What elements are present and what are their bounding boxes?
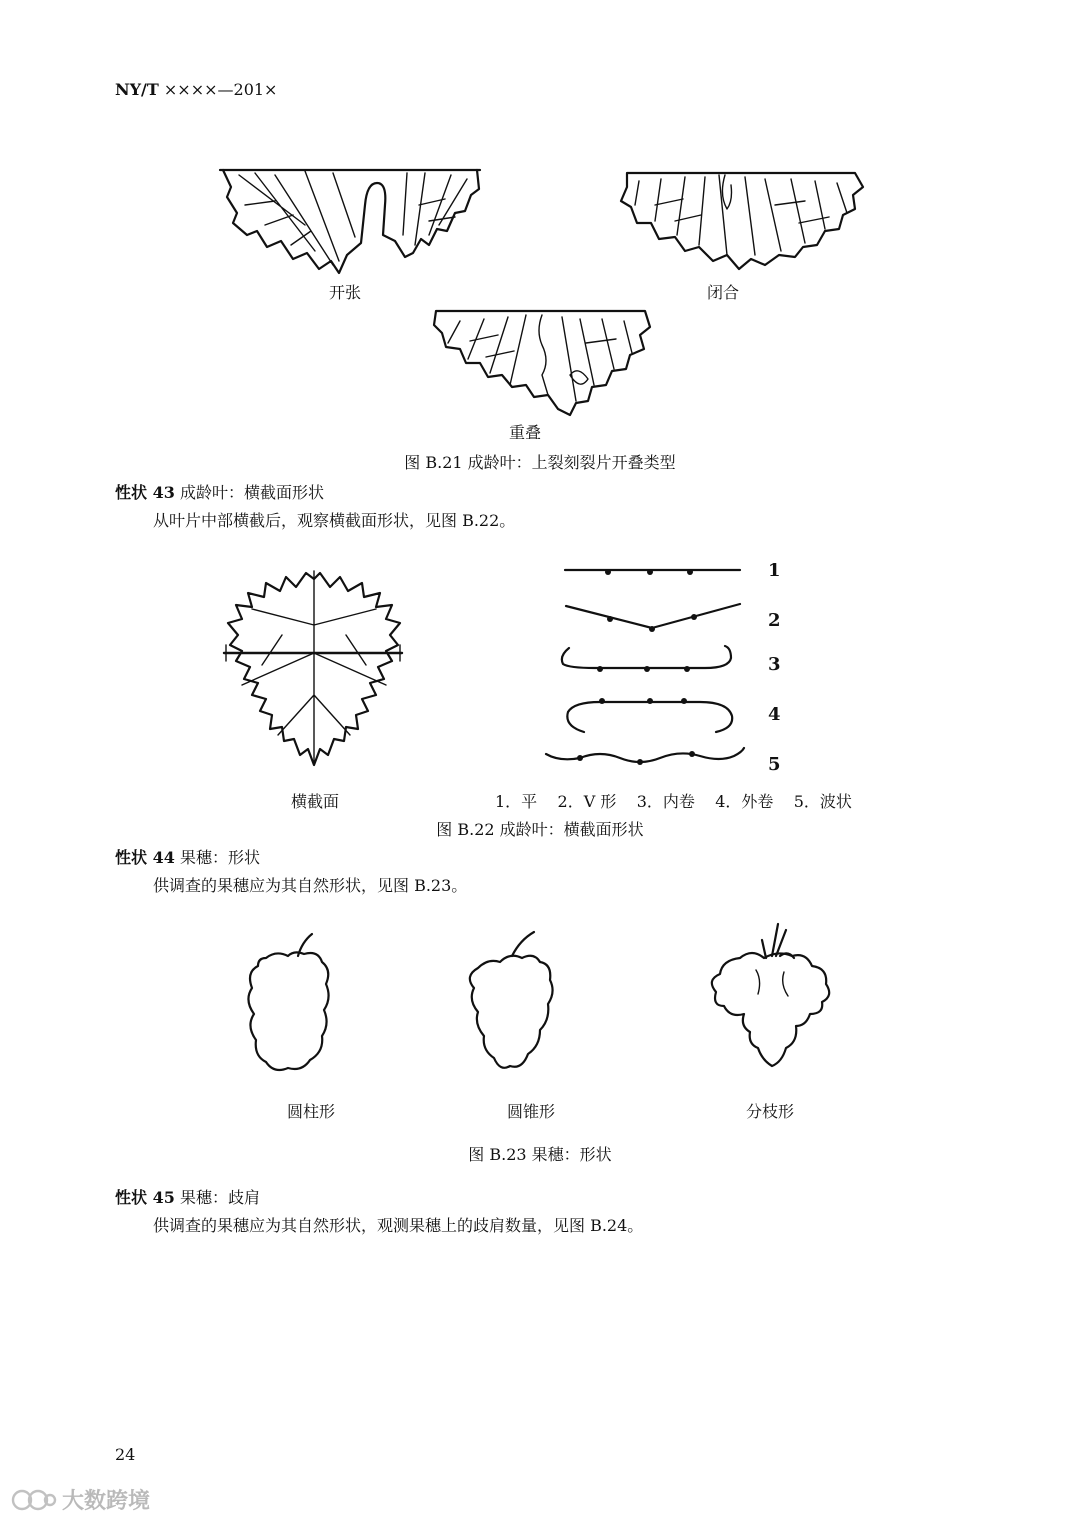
figure-b23-label-conical: 圆锥形: [506, 1102, 555, 1121]
watermark-logo-icon: [10, 1487, 58, 1513]
section-number-2: 2: [768, 610, 781, 631]
trait-45-body: 供调查的果穗应为其自然形状，观测果穗上的歧肩数量，见图 B.24。: [153, 1216, 644, 1235]
cluster-conical-illustration: [460, 928, 560, 1078]
cross-section-flat: [560, 560, 750, 584]
cross-section-outward-roll: [558, 694, 748, 740]
standard-code: NY/T: [115, 80, 159, 99]
standard-number: ××××—201×: [163, 80, 278, 99]
figure-b23-label-branched: 分枝形: [745, 1102, 794, 1121]
trait-45-title: 果穗：歧肩: [179, 1188, 260, 1207]
section-number-1: 1: [768, 560, 781, 581]
watermark-text: 大数跨境: [62, 1489, 151, 1514]
trait-45-number: 性状 45: [115, 1188, 175, 1207]
trait-45-heading: [115, 1188, 260, 1208]
section-number-4: 4: [768, 704, 781, 725]
cluster-branched-illustration: [700, 910, 840, 1080]
figure-b21-label-open: 开张: [328, 283, 361, 302]
trait-43-number: 性状 43: [115, 483, 175, 502]
section-number-5: 5: [768, 754, 781, 775]
figure-b22-legend: 1．平 2．V 形 3．内卷 4．外卷 5．波状: [495, 792, 852, 811]
cross-section-inward-roll: [555, 642, 745, 678]
trait-44-number: 性状 44: [115, 848, 175, 867]
trait-43-body: 从叶片中部横截后，观察横截面形状，见图 B.22。: [153, 511, 516, 530]
leaf-overlap-illustration: [430, 305, 655, 420]
leaf-closed-illustration: [615, 165, 870, 280]
watermark: [10, 1484, 150, 1515]
trait-43-title: 成龄叶：横截面形状: [179, 483, 324, 502]
cluster-cylindrical-illustration: [240, 928, 340, 1078]
cross-section-v-shape: [560, 598, 750, 638]
trait-43-heading: [115, 483, 324, 503]
trait-44-heading: [115, 848, 260, 868]
figure-b21-label-closed: 闭合: [706, 283, 739, 302]
leaf-open-illustration: [215, 165, 485, 280]
figure-b21-caption: 图 B.21 成龄叶：上裂刻裂片开叠类型: [404, 453, 676, 472]
trait-44-title: 果穗：形状: [179, 848, 260, 867]
figure-b22-leaf-label: 横截面: [290, 792, 339, 811]
page-number: 24: [115, 1445, 136, 1464]
figure-b21-label-overlap: 重叠: [508, 423, 541, 442]
section-number-3: 3: [768, 654, 781, 675]
cross-section-wavy: [540, 744, 750, 774]
figure-b22-caption: 图 B.22 成龄叶：横截面形状: [436, 820, 644, 839]
figure-b23-caption: 图 B.23 果穗：形状: [468, 1145, 612, 1164]
document-header: [115, 80, 277, 100]
figure-b23-label-cylindrical: 圆柱形: [286, 1102, 335, 1121]
leaf-cross-section-illustration: [222, 565, 407, 775]
trait-44-body: 供调查的果穗应为其自然形状，见图 B.23。: [153, 876, 468, 895]
